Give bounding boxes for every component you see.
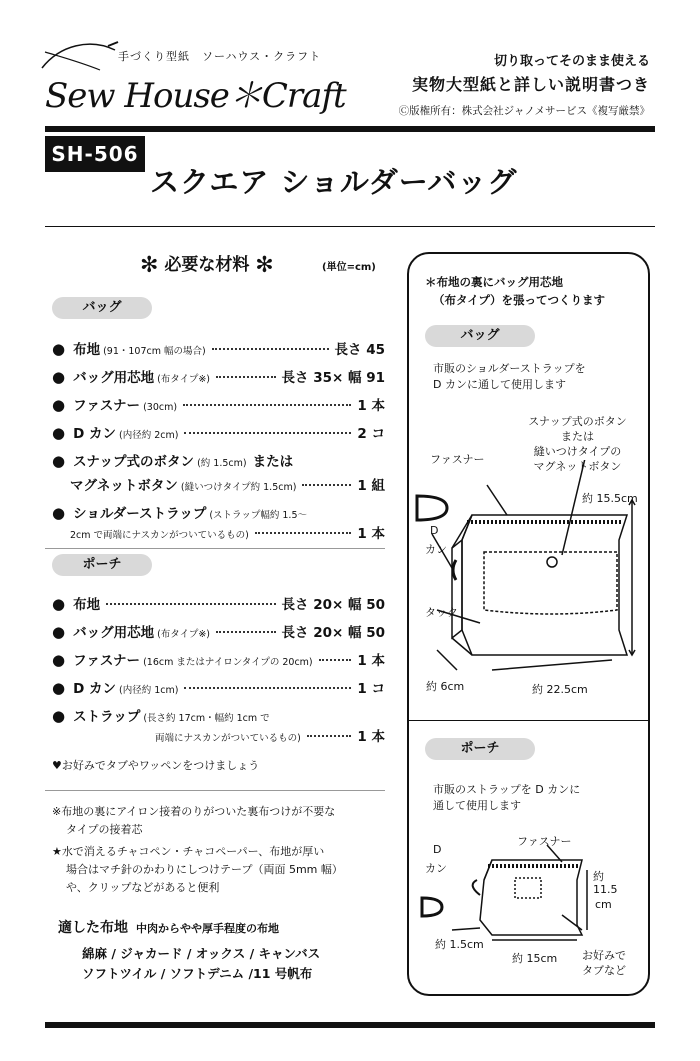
panel-pouch-desc: 市販のストラップを D カンに bbox=[433, 783, 581, 796]
list-item: ● ファスナー (30cm) 1 本 bbox=[52, 396, 385, 414]
bullet-icon: ● bbox=[52, 504, 66, 522]
fabric-list: 綿麻 / ジャカード / オックス / キャンバス bbox=[82, 946, 321, 961]
pouch-illustration bbox=[412, 840, 647, 945]
logo-subtitle: 手づくり型紙 ソーハウス・クラフト bbox=[118, 50, 322, 63]
list-item: ● バッグ用芯地 (布タイプ※) 長さ 35× 幅 91 bbox=[52, 368, 385, 386]
list-item: ● ストラップ (長さ約 17cm・幅約 1cm で bbox=[52, 707, 270, 725]
list-item: ● 布地 (91・107cm 幅の場合) 長さ 45 bbox=[52, 340, 385, 358]
list-item: ● ファスナー (16cm またはナイロンタイプの 20cm) 1 本 bbox=[52, 651, 385, 669]
list-item: ● D カン (内径約 2cm) 2 コ bbox=[52, 424, 385, 442]
height-label: 約 15.5cm bbox=[582, 492, 638, 505]
panel-bag-label: バッグ bbox=[425, 325, 535, 347]
suitable-fabric-heading: 適した布地 中肉からやや厚手程度の布地 bbox=[58, 920, 279, 936]
page-title: スクエア ショルダーバッグ bbox=[150, 165, 518, 199]
header-divider bbox=[45, 126, 655, 132]
panel-bag-desc: 市販のショルダーストラップを bbox=[433, 362, 586, 375]
notes-divider bbox=[45, 790, 385, 791]
tip-text: ♥お好みでタブやワッペンをつけましょう bbox=[52, 759, 260, 772]
pouch-height-label: 11.5 bbox=[593, 883, 618, 896]
list-item: ● D カン (内径約 1cm) 1 コ bbox=[52, 679, 385, 697]
pouch-depth-label: 約 1.5cm bbox=[435, 938, 484, 951]
bullet-icon: ● bbox=[52, 595, 66, 613]
fabric-list: ソフトツイル / ソフトデニム /11 号帆布 bbox=[82, 966, 313, 981]
bag-illustration bbox=[412, 460, 647, 675]
bullet-icon: ● bbox=[52, 651, 66, 669]
panel-pouch-label: ポーチ bbox=[425, 738, 535, 760]
tab-note: タブなど bbox=[582, 964, 626, 977]
button-label: 縫いつけタイプの bbox=[533, 445, 622, 458]
dkan-label: カン bbox=[425, 543, 447, 556]
pouch-dkan-label: カン bbox=[425, 862, 447, 875]
list-item: ● バッグ用芯地 (布タイプ※) 長さ 20× 幅 50 bbox=[52, 623, 385, 641]
materials-heading: ✻ 必要な材料 ✻ bbox=[140, 253, 274, 278]
bullet-icon: ● bbox=[52, 424, 66, 442]
list-item: ● 布地 長さ 20× 幅 50 bbox=[52, 595, 385, 613]
pouch-dkan-label: D bbox=[433, 843, 442, 856]
pouch-height-label: 約 bbox=[593, 870, 604, 883]
width-label: 約 22.5cm bbox=[532, 683, 588, 696]
bullet-icon: ● bbox=[52, 452, 66, 470]
list-item: ● ショルダーストラップ (ストラップ幅約 1.5～ bbox=[52, 504, 307, 522]
list-item: 両端にナスカンがついているもの) 1 本 bbox=[155, 729, 385, 745]
note-line: ★水で消えるチャコペン・チャコペーパー、布地が厚い bbox=[52, 845, 325, 858]
panel-intro: （布タイプ）を張ってつくります bbox=[433, 293, 606, 307]
tagline-cut: 切り取ってそのまま使える bbox=[493, 54, 650, 69]
depth-label: 約 6cm bbox=[426, 680, 465, 693]
bullet-icon: ● bbox=[52, 396, 66, 414]
list-item: ● スナップ式のボタン (約 1.5cm) または bbox=[52, 452, 294, 470]
section-divider bbox=[45, 548, 385, 549]
note-line: 場合はマチ針のかわりにしつけテープ（両面 5mm 幅） bbox=[66, 863, 343, 876]
note-line: や、クリップなどがあると便利 bbox=[66, 881, 220, 894]
title-divider bbox=[45, 226, 655, 227]
button-label: または bbox=[561, 430, 594, 443]
panel-divider bbox=[409, 720, 648, 721]
copyright-notice: Ⓒ版権所有：株式会社ジャノメサービス《複写厳禁》 bbox=[398, 105, 650, 117]
pouch-height-label: cm bbox=[595, 898, 612, 911]
zipper-label: ファスナー bbox=[430, 453, 485, 466]
bullet-icon: ● bbox=[52, 623, 66, 641]
asterisk-icon: ✻ bbox=[255, 253, 274, 278]
bullet-icon: ● bbox=[52, 340, 66, 358]
product-code: SH-506 bbox=[45, 136, 145, 172]
panel-pouch-desc: 通して使用します bbox=[433, 799, 521, 812]
note-line: ※布地の裏にアイロン接着のりがついた裏布つけが不要な bbox=[52, 805, 336, 818]
pouch-width-label: 約 15cm bbox=[512, 952, 558, 965]
bullet-icon: ● bbox=[52, 368, 66, 386]
unit-note: (単位=cm) bbox=[322, 262, 376, 273]
panel-bag-desc: D カンに通して使用します bbox=[433, 378, 566, 391]
tuck-label: タック bbox=[425, 606, 458, 619]
button-label: マグネットボタン bbox=[533, 460, 622, 473]
footer-divider bbox=[45, 1022, 655, 1028]
panel-intro: ＊布地の裏にバッグ用芯地 bbox=[425, 275, 563, 289]
note-line: タイプの接着芯 bbox=[66, 823, 143, 836]
tab-note: お好みで bbox=[582, 949, 626, 962]
logo-wordmark: Sew House＊Craft bbox=[45, 76, 346, 116]
pouch-zipper-label: ファスナー bbox=[517, 835, 572, 848]
pouch-section-label: ポーチ bbox=[52, 554, 152, 576]
bullet-icon: ● bbox=[52, 707, 66, 725]
tagline-pattern: 実物大型紙と詳しい説明書つき bbox=[411, 75, 650, 94]
asterisk-icon: ✻ bbox=[140, 253, 159, 278]
button-label: スナップ式のボタン bbox=[528, 415, 627, 428]
list-item: 2cm で両端にナスカンがついているもの) 1 本 bbox=[70, 526, 385, 542]
list-item: マグネットボタン (縫いつけタイプ約 1.5cm) 1 組 bbox=[70, 478, 385, 494]
bag-section-label: バッグ bbox=[52, 297, 152, 319]
bullet-icon: ● bbox=[52, 679, 66, 697]
dkan-label: D bbox=[430, 524, 439, 537]
